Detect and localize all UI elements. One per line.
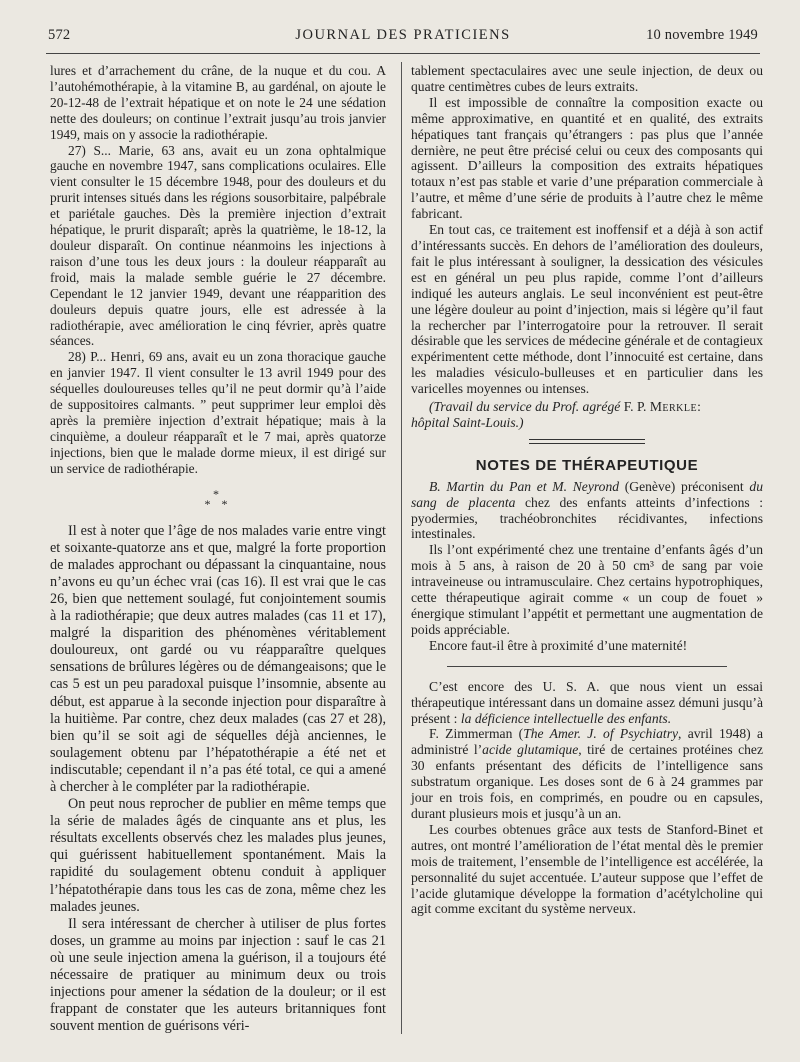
n5-rest: , tiré de certaines protéines chez 30 enfants présentant des déficits de l’intelligence sans substratum organique. Les doses sont de 6 à 24 grammes par jour en trois fois, en comprimés, en poudre ou en capsules, durant plusieurs mois et jusqu’à un an.: [411, 742, 763, 821]
usa-essay-paragraph: [411, 679, 763, 727]
n5-journal: The Amer. J. of Psychiatry: [523, 726, 679, 742]
n1-authors: B. Martin du Pan et M. Neyrond: [429, 478, 620, 494]
issue-date: 10 novembre 1949: [646, 27, 758, 43]
placenta-blood-paragraph: [411, 479, 763, 543]
maternity-note: Encore faut-il être à proximité d’une maternité!: [429, 637, 688, 653]
n5-term: acide glutamique: [482, 742, 579, 758]
section-title: NOTES DE THÉRAPEUTIQUE: [475, 456, 699, 474]
discussion-paragraph: Il est à noter que l’âge de nos malades varie entre vingt et soixante-quatorze ans et que, malgré la forte proportion de malades approchant ou dépassant la cinquantaine, nous n’avons eu qu’un échec vrai (cas 16). Il est vrai que le cas 26, bien que nettement soulagé, fut conjointement soumis à la radiothérapie; que deux autres malades (cas 11 et 17), malgré la disparition des phénomènes véritablement douloureux, ont gardé ou vu réapparaître quelques sensations de brûlures légères ou de démangeaisons; que le cas 5 est un peu paradoxal puisque l’insomnie, absente au début, est apparue à la seconde injection pour disparaître à la huitième. Par contre, chez deux malades (cas 27 et 28), bien qu’il se soit agi de séquelles déjà anciennes, le soulagement obtenu par l’hépatothérapie a été net et indiscutable; cependant il n’a pas été total, ce qui a amené à chercher à le compléter par la radiothérapie.: [50, 522, 386, 795]
credit-author: F. P.: [623, 399, 650, 415]
n1-rest: chez des enfants atteints d’infections : pyodermies, trachéobronchites récidivantes, infections intestinales.: [411, 494, 763, 542]
case-28-paragraph: 28) P... Henri, 69 ans, avait eu un zona thoracique gauche en janvier 1947. Il vient consulter le 13 avril 1949 pour des séquelles douloureuses telles qu’il ne peut dormir qu’à l’aide de suppositoires calmants. ” peut supprimer leur emploi dès après la première injection d’extrait hépatique; mais à la cinquième, a douleur réapparaît et le 7 mai, après quatorze injections, bien que le malade dorme mieux, il est dirigé sur un service de radiothérapie.: [50, 349, 386, 476]
page-number: 572: [48, 27, 71, 43]
article-credit: [411, 399, 763, 431]
column-divider: [401, 62, 402, 1034]
trial-paragraph: Ils l’ont expérimenté chez une trentaine d’enfants âgés d’un mois à 5 ans, à raison de 20 à 50 cm³ de sang par voie intraveineuse ou intramusculaire. Chez certains hypotrophiques, cette thérapeutique agirait comme « un coup de fouet » énergique stimulant l’appétit et permettant une augmentation de poids appréciable.: [411, 542, 763, 637]
credit-name: Merkle:: [649, 399, 702, 415]
zimmerman-paragraph: [411, 726, 763, 821]
case-27-paragraph: 27) S... Marie, 63 ans, avait eu un zona ophtalmique gauche en novembre 1947, sans complications oculaires. Elle vient consulter le 15 décembre 1948, pour des douleurs et du prurit intenses situés dans les régions sousorbitaire, palpébrale et pariétale gauches. Dès la première injection d’extrait hépatique, le prurit disparaît; après la quatrième, le 18-12, la douleur disparaît. On continue néanmoins les injections à raison d’une tous les deux jours : la douleur réapparaît au froid, mais la malade semble guérie le 27 décembre. Cependant le 12 janvier 1949, devant une réapparition des douleurs depuis quatre jours, elle est adressée à la radiothérapie, avec amélioration le cinq février, après quatre séances.: [50, 142, 386, 349]
page-header: [48, 27, 758, 51]
safety-paragraph: En tout cas, ce traitement est inoffensif et a déjà à son actif d’intéressants succès. En dehors de l’amélioration des douleurs, fait le plus intéressant à souligner, la dessication des vésicules est en général un peu plus rapide, comme l’ont d’ailleurs indiqué les auteurs anglais. Le seul inconvénient est peut-être une légère douleur au point d’injection, mais si légère qu’il faut la rechercher par l’interrogatoire pour la retrouver. Il serait désirable que les services de médecine générale et de contagieux expérimentent cette méthode, dont l’innocuité est certaine, dans les maladies vésiculo-bulleuses et en particulier dans les varicelles moyennes ou intenses.: [411, 222, 763, 397]
credit-hospital: hôpital Saint-Louis.): [411, 414, 524, 430]
n4-term: la déficience intellectuelle des enfants.: [460, 710, 672, 726]
n5-mid: , avril 1948) a administré l’: [411, 726, 763, 758]
n1-mid: (Genève) préconisent: [619, 478, 750, 494]
results-paragraph: Les courbes obtenues grâce aux tests de Stanford-Binet et autres, ont montré l’amélioration de l’état mental dès le premier mois de traitement, l’ensemble de l’intelligence est accélérée, la personnalité du sujet accentuée. L’auteur suppose que l’effet de l’acide glutamique développe la formation d’acétylcholine qui agit comme excitant du système nerveux.: [411, 821, 763, 917]
section-asterisks: [50, 486, 386, 511]
right-column: [411, 63, 763, 917]
n4-lead: C’est encore des U. S. A. que nous vient un essai thérapeutique intéressant dans un domaine assez démuni jusqu’à présent :: [411, 678, 763, 726]
reproach-paragraph: On peut nous reprocher de publier en même temps que la série de malades âgés de cinquante ans et plus, les résultats excellents observés chez les malades plus jeunes, qui guérissent habituellement spontanément. Mais la rapidité du soulagement obtenu conduit à appliquer l’hépatothérapie dans tous les cas de zona, même chez les malades jeunes.: [50, 796, 386, 915]
composition-paragraph: Il est impossible de connaître la composition exacte ou même approximative, en quantité et en qualité, des extraits hépatiques tant français qu’étrangers : pas plus que l’année dernière, ne peut être précisé celui ou ceux des composants qui agissent. D’ailleurs la composition des extraits hépatiques totaux n’est pas stable et varie d’une préparation commerciale à l’autre, et même d’une série de produits à l’autre chez le même fabricant.: [411, 94, 763, 222]
note-separator: [447, 666, 727, 667]
asterisk-bottom: * *: [204, 496, 232, 511]
left-column: [50, 63, 386, 1035]
asterisk-top: *: [213, 486, 223, 501]
n1-term: du sang de placenta: [411, 478, 763, 510]
paragraph-continuation: lures et d’arrachement du crâne, de la nuque et du cou. A l’autohémothérapie, à la vitamine B, au gardénal, on ajoute le 20-12-48 de l’extrait hépatique et on note le 24 une sédation nette des douleurs; on continue l’extrait jusqu’au trois janvier 1949, mais on y associe la radiothérapie.: [50, 63, 386, 142]
n5-lead: F. Zimmerman (: [429, 726, 524, 742]
header-rule: [46, 53, 760, 54]
credit-work: (Travail du service du Prof. agrégé: [429, 399, 624, 415]
dosage-paragraph: Il sera intéressant de chercher à utiliser de plus fortes doses, un gramme au moins par injection : sauf le cas 21 où une seule injection amena la guérison, il a toujours été nécessaire de pratiquer au minimum deux ou trois injections pour amener la sédation de la douleur; or il est frappant de constater que les auteurs britanniques font souvent mention de guérisons véri-: [50, 915, 386, 1035]
double-rule-divider: [529, 439, 645, 444]
paragraph-continuation-right: tablement spectaculaires avec une seule injection, de deux ou quatre centimètres cubes de leurs extraits.: [411, 63, 763, 94]
journal-title: JOURNAL DES PRATICIENS: [295, 27, 511, 43]
